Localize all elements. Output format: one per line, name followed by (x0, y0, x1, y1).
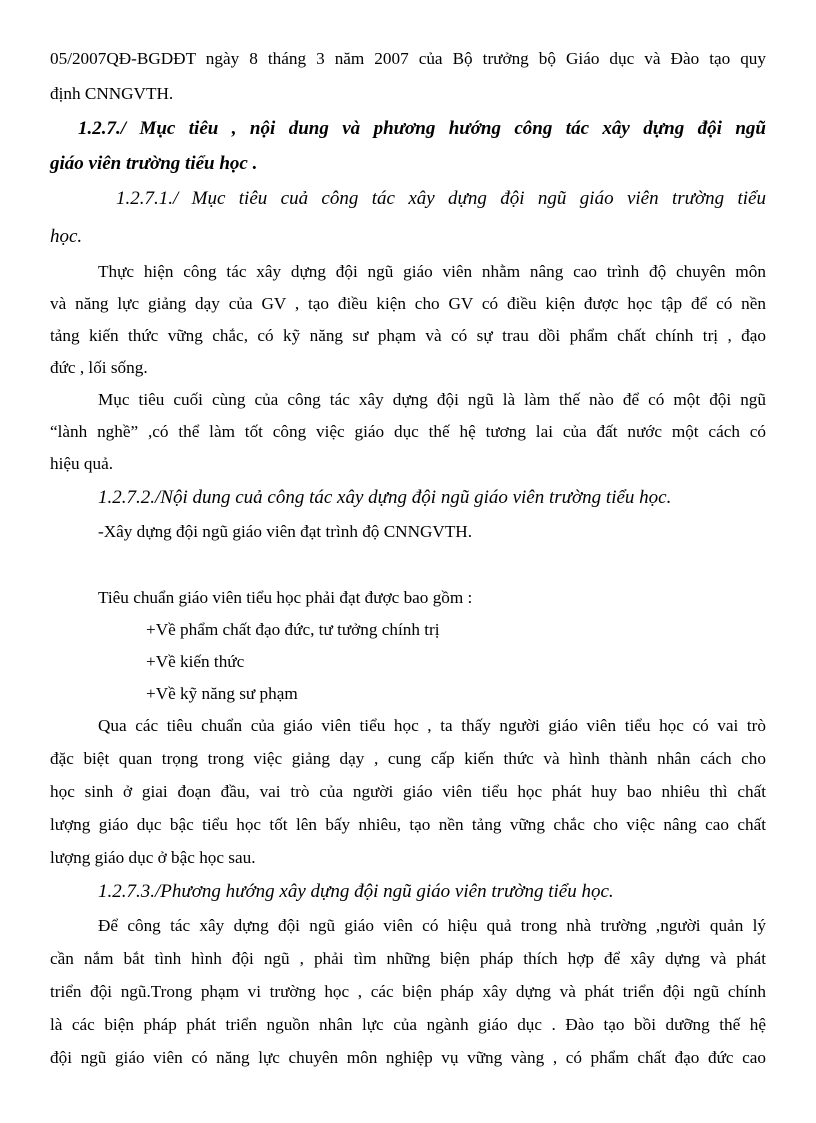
paragraph-muc-tieu-line: Mục tiêu cuối cùng của công tác xây dựng đội ngũ là làm thế nào để có một đội ngũ (98, 390, 766, 409)
paragraph-qua-line: đặc biệt quan trọng trong việc giảng dạy , cung cấp kiến thức và hình thành nhân cách cho (50, 749, 766, 768)
paragraph-thuc-hien-line: Thực hiện công tác xây dựng đội ngũ giáo viên nhằm nâng cao trình độ chuyên môn (98, 262, 766, 281)
paragraph-qua-line: lượng giáo dục ở bậc học sau. (50, 848, 256, 867)
paragraph-thuc-hien-line: tảng kiến thức vững chắc, có kỹ năng sư phạm và có sự trau dồi phẩm chất chính trị , đạo (50, 326, 766, 345)
heading-1-2-7-1-line: 1.2.7.1./ Mục tiêu cuả công tác xây dựng đội ngũ giáo viên trường tiểu (116, 188, 766, 209)
heading-1-2-7-2: 1.2.7.2./Nội dung cuả công tác xây dựng đội ngũ giáo viên trường tiểu học. (98, 487, 672, 508)
paragraph-muc-tieu-line: hiệu quả. (50, 454, 114, 473)
paragraph-qua-line: lượng giáo dục bậc tiểu học tốt lên bấy nhiêu, tạo nền tảng vững chắc cho việc nâng cao chất (50, 815, 766, 834)
heading-1-2-7-1-line: học. (50, 226, 83, 247)
paragraph-qua-line: học sinh ở giai đoạn đầu, vai trò của người giáo viên tiểu học phát huy bao nhiêu thì chất (50, 782, 766, 801)
paragraph-thuc-hien-line: và năng lực giảng dạy của GV , tạo điều kiện cho GV có điều kiện được học tập để có nền (50, 294, 766, 313)
paragraph-de-line: triển đội ngũ.Trong phạm vi trường học , các biện pháp xây dựng và phát triển đội ngũ chính (50, 982, 766, 1001)
heading-1-2-7-line: 1.2.7./ Mục tiêu , nội dung và phương hướng công tác xây dựng đội ngũ (78, 118, 766, 139)
paragraph-de-line: Để công tác xây dựng đội ngũ giáo viên có hiệu quả trong nhà trường ,người quản lý (98, 916, 766, 935)
paragraph-de-line: đội ngũ giáo viên có năng lực chuyên môn nghiệp vụ vững vàng , có phẩm chất đạo đức cao (50, 1048, 766, 1067)
paragraph-de-line: là các biện pháp phát triển nguồn nhân lực của ngành giáo dục . Đào tạo bồi dưỡng thế hệ (50, 1015, 766, 1034)
paragraph-tieu-chuan: Tiêu chuẩn giáo viên tiểu học phải đạt được bao gồm : (98, 588, 473, 607)
paragraph-xay-dung: -Xây dựng đội ngũ giáo viên đạt trình độ CNNGVTH. (98, 522, 473, 541)
criteria-item: +Về kỹ năng sư phạm (146, 684, 298, 703)
paragraph-muc-tieu-line: “lành nghề” ,có thể làm tốt công việc giáo dục thế hệ tương lai của đất nước một cách có (50, 422, 766, 441)
paragraph-qua-line: Qua các tiêu chuẩn của giáo viên tiểu học , ta thấy người giáo viên tiểu học có vai trò (98, 716, 766, 735)
paragraph-intro-line: định CNNGVTH. (50, 84, 174, 103)
heading-1-2-7-line: giáo viên trường tiểu học . (50, 153, 258, 174)
paragraph-de-line: cần nắm bắt tình hình đội ngũ , phải tìm những biện pháp thích hợp để xây dựng và phát (50, 949, 766, 968)
criteria-item: +Về phẩm chất đạo đức, tư tưởng chính trị (146, 620, 440, 639)
heading-1-2-7-3: 1.2.7.3./Phương hướng xây dựng đội ngũ giáo viên trường tiểu học. (98, 881, 614, 902)
criteria-item: +Về kiến thức (146, 652, 245, 671)
paragraph-thuc-hien-line: đức , lối sống. (50, 358, 148, 377)
paragraph-intro-line: 05/2007QĐ-BGDĐT ngày 8 tháng 3 năm 2007 của Bộ trưởng bộ Giáo dục và Đào tạo quy (50, 49, 766, 68)
